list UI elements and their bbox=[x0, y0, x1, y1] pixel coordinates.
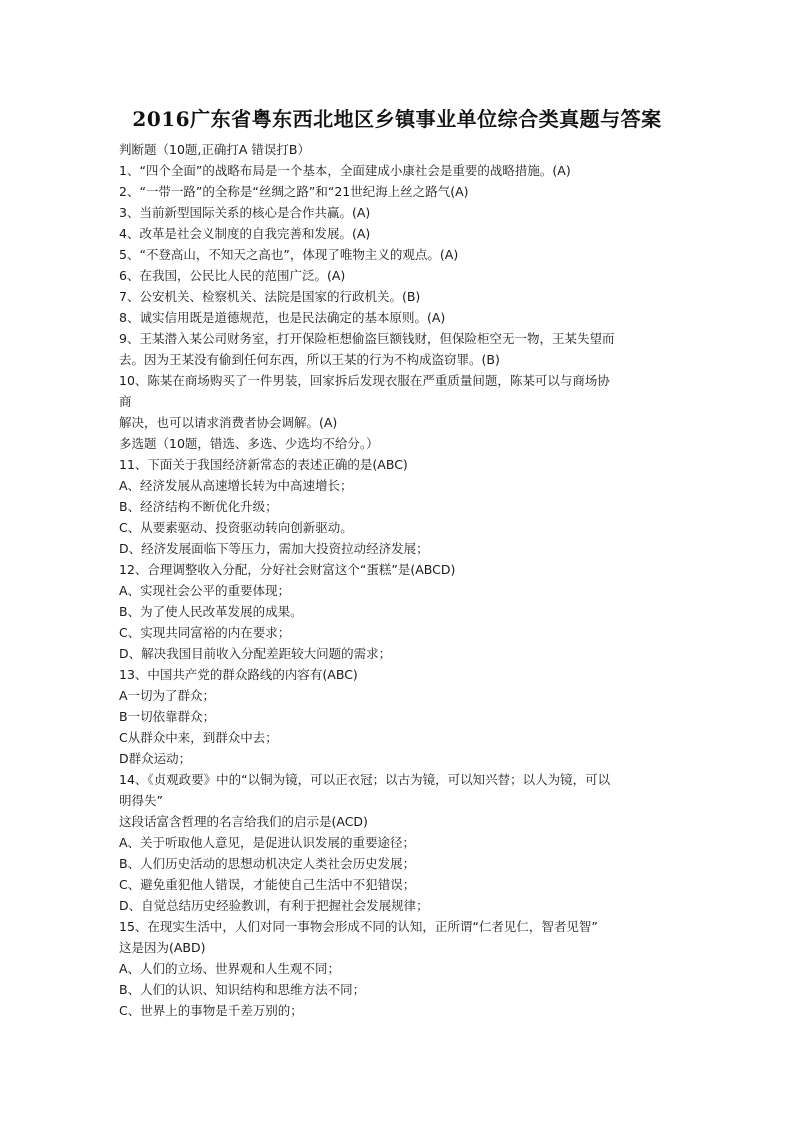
text-line: 商 bbox=[119, 394, 132, 409]
text-line: B一切依靠群众； bbox=[119, 709, 216, 724]
text-line: 多选题（10题，错选、多选、少选均不给分。） bbox=[119, 436, 379, 451]
text-line: 6、在我国，公民比人民的范围广泛。(A) bbox=[119, 268, 346, 283]
text-line: B、人们的认识、知识结构和思维方法不同； bbox=[119, 982, 366, 997]
text-line: D群众运动； bbox=[119, 751, 192, 766]
text-line: A、经济发展从高速增长转为中高速增长； bbox=[119, 478, 353, 493]
text-line: A一切为了群众； bbox=[119, 688, 216, 703]
text-line: A、人们的立场、世界观和人生观不同； bbox=[119, 961, 341, 976]
text-line: 这段话富含哲理的名言给我们的启示是(ACD) bbox=[119, 814, 368, 829]
text-line: C、从要素驱动、投资驱动转向创新驱动。 bbox=[119, 520, 353, 535]
text-line: A、实现社会公平的重要体现； bbox=[119, 583, 291, 598]
text-line: 10、陈某在商场购买了一件男装，回家拆后发现衣服在严重质量间题，陈某可以与商场协 bbox=[119, 373, 610, 388]
text-line: 9、王某潜入某公司财务室，打开保险柜想偷盗巨额钱财，但保险柜空无一物，王某失望而 bbox=[119, 331, 615, 346]
text-line: 判断题（10题,正确打A 错误打B） bbox=[119, 142, 310, 157]
text-line: 解决，也可以请求消费者协会调解。(A) bbox=[119, 415, 338, 430]
text-line: A、关于听取他人意见，是促进认识发展的重要途径； bbox=[119, 835, 416, 850]
text-line: 14、《贞观政要》中的“以铜为镜，可以正衣冠；以古为镜，可以知兴替；以人为镜，可以 bbox=[119, 772, 611, 787]
text-line: B、经济结构不断优化升级； bbox=[119, 499, 278, 514]
text-line: 3、当前新型国际关系的核心是合作共赢。(A) bbox=[119, 205, 371, 220]
text-line: B、人们历史活动的思想动机决定人类社会历史发展； bbox=[119, 856, 416, 871]
text-line: 1、“四个全面”的战略布局是一个基本，全面建成小康社会是重要的战略措施。(A) bbox=[119, 163, 571, 178]
text-line: D、自觉总结历史经验教训，有利于把握社会发展规律； bbox=[119, 898, 429, 913]
text-line: 12、合理调整收入分配，分好社会财富这个“蛋糕”是(ABCD) bbox=[119, 562, 456, 577]
text-line: B、为了使人民改革发展的成果。 bbox=[119, 604, 303, 619]
text-line: 2、“一带一路”的全称是“丝绸之路”和“21世纪海上丝之路气(A) bbox=[119, 184, 469, 199]
text-line: 明得失” bbox=[119, 793, 163, 808]
text-line: 去。因为王某没有偷到任何东西，所以王某的行为不构成盗窃罪。(B) bbox=[119, 352, 500, 367]
text-line: D、经济发展面临下等压力，需加大投资拉动经济发展； bbox=[119, 541, 429, 556]
text-line: 13、中国共产党的群众路线的内容有(ABC) bbox=[119, 667, 358, 682]
document-body bbox=[119, 139, 685, 1021]
text-line: 5、“不登高山，不知天之高也”，体现了唯物主义的观点。(A) bbox=[119, 247, 459, 262]
text-line: 4、改革是社会义制度的自我完善和发展。(A) bbox=[119, 226, 371, 241]
text-line: 7、公安机关、检察机关、法院是国家的行政机关。(B) bbox=[119, 289, 421, 304]
text-line: 这是因为(ABD) bbox=[119, 940, 206, 955]
text-line: C、避免重犯他人错误，才能使自己生活中不犯错误； bbox=[119, 877, 416, 892]
text-line: C、实现共同富裕的内在要求； bbox=[119, 625, 291, 640]
document-title: 2016广东省粤东西北地区乡镇事业单位综合类真题与答案 bbox=[132, 107, 662, 131]
text-line: 15、在现实生活中，人们对同一事物会形成不同的认知，正所谓“仁者见仁，智者见智” bbox=[119, 919, 598, 934]
text-line: 11、下面关于我国经济新常态的表述正确的是(ABC) bbox=[119, 457, 408, 472]
text-line: C、世界上的事物是千差万别的； bbox=[119, 1003, 303, 1018]
text-line: D、解决我国目前收入分配差距较大问题的需求； bbox=[119, 646, 392, 661]
text-line: C从群众中来，到群众中去； bbox=[119, 730, 278, 745]
text-line: 8、诚实信用既是道德规范，也是民法确定的基本原则。(A) bbox=[119, 310, 446, 325]
